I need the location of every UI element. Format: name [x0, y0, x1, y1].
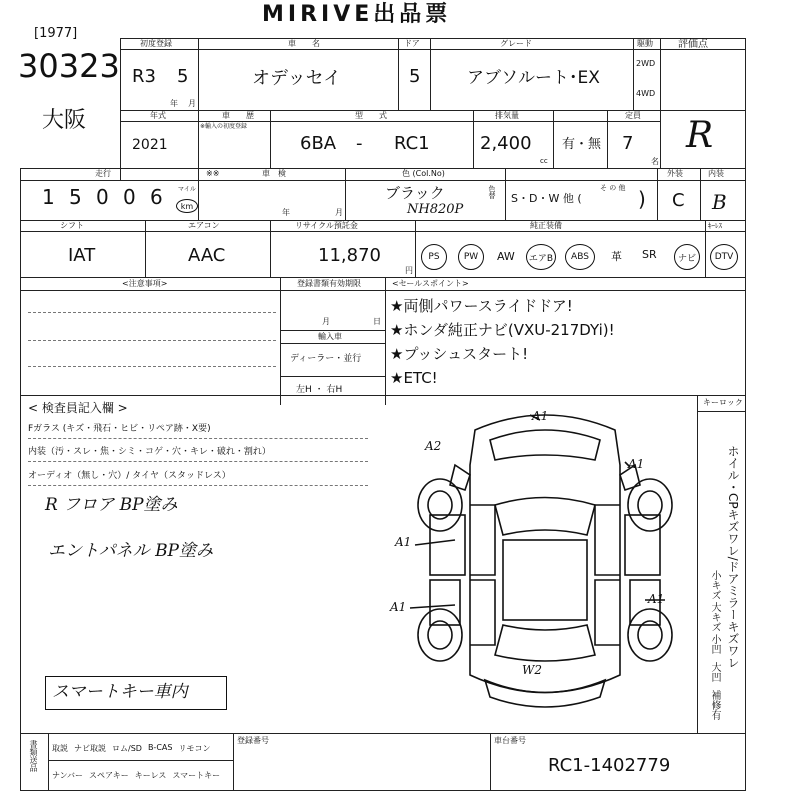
mile-unit: マイル — [178, 186, 196, 193]
first-reg-era: R3 — [132, 66, 156, 87]
legend-vertical-text: ホイル・CPキズワレ/ドアミラーキズワレ — [726, 445, 740, 669]
rating-label: 評価点 — [678, 39, 708, 50]
color-code: NH820P — [407, 202, 464, 217]
ac-value: AAC — [188, 245, 226, 266]
displacement-label: 排気量 — [495, 111, 519, 120]
interior-label: 内装 — [708, 169, 724, 178]
exterior-label: 外装 — [667, 169, 683, 178]
footer-item: スペアキー — [89, 771, 129, 780]
damage-mark-a1-front: A1 — [532, 409, 549, 423]
inspection-label: 車 検 — [262, 169, 286, 178]
color-label: 色 (Col.No) — [402, 169, 445, 178]
model-year: 2021 — [132, 137, 168, 153]
damage-mark-a1-left-rear: A1 — [390, 600, 407, 614]
key-label: ｷｰﾚｽ — [708, 222, 722, 230]
type-model: RC1 — [394, 133, 430, 154]
capacity: 7 — [622, 133, 634, 154]
car-body-outline — [470, 415, 620, 693]
damage-mark-a1-right-rear: A1 — [648, 592, 665, 606]
interior-grade: B — [712, 190, 727, 214]
damage-mark-w2: W2 — [522, 663, 542, 677]
roof — [503, 540, 587, 620]
equip-ps: PS — [421, 244, 447, 270]
equip-abs: ABS — [565, 244, 595, 270]
wheel-rear-left — [418, 609, 462, 661]
shift-label: シフト — [60, 221, 84, 230]
exterior-grade: C — [672, 190, 685, 211]
drive-label: 駆動 — [637, 39, 653, 48]
reg-day-label: 日 — [373, 317, 381, 326]
equip-navi: ナビ — [674, 244, 700, 270]
cc-unit: cc — [540, 157, 548, 165]
inspection-year: 年 — [282, 208, 290, 217]
month-unit: 月 — [188, 99, 196, 108]
rear-glass — [495, 625, 595, 661]
lot-year-tag: [1977] — [34, 26, 78, 41]
recycle-label: リサイクル預託金 — [295, 221, 358, 230]
lot-location: 大阪 — [42, 108, 87, 133]
wheel-rear-right — [628, 609, 672, 661]
chassis-number: RC1-1402779 — [548, 755, 671, 776]
footer-item: ナビ取説 — [74, 744, 106, 753]
legend-big-scratch: 大キズ — [709, 602, 720, 632]
reg-deadline-label: 登録書類有効期限 — [297, 279, 361, 288]
inspection-month: 月 — [335, 208, 343, 217]
equip-sunroof: SR — [642, 248, 657, 261]
mileage-digit: 0 — [96, 185, 109, 209]
recycle-value: 11,870 — [318, 245, 381, 266]
equip-dtv: DTV — [710, 244, 738, 270]
km-unit: km — [176, 199, 198, 213]
shift-value: IAT — [68, 245, 96, 266]
mileage-digit: 1 — [42, 185, 55, 209]
chassis-label: 車台番号 — [494, 736, 526, 745]
mileage-label: 走行 — [95, 169, 111, 178]
footer-items-bottom — [52, 770, 220, 781]
inspector-glass: Fガラス (キズ・飛石・ヒビ・リペア跡・X要) — [28, 424, 211, 434]
lot-number: 30323 — [18, 47, 120, 85]
windshield — [495, 498, 595, 536]
capacity-unit: 名 — [651, 157, 659, 166]
car-name-label: 車 名 — [288, 39, 320, 48]
mileage-digit: 5 — [69, 185, 82, 209]
equip-leather: 革 — [611, 250, 622, 263]
legend-repair: 補修有 — [709, 690, 720, 720]
equip-airbag: エアB — [526, 244, 556, 270]
key-lock-label: キーロック — [703, 398, 743, 407]
type-dash: - — [356, 133, 363, 154]
footer-items-top — [52, 743, 210, 754]
drive-2wd: 2WD — [636, 59, 656, 68]
type-label: 型 式 — [355, 111, 387, 120]
footer-item: リモコン — [178, 744, 211, 753]
doors-label: ドア — [404, 39, 420, 48]
yen-unit: 円 — [405, 266, 413, 275]
drive-4wd: 4WD — [636, 89, 656, 98]
mileage-digits — [42, 187, 177, 207]
color-name: ブラック — [385, 184, 445, 202]
reg-no-label: 登録番号 — [237, 736, 269, 745]
damage-mark-a1-right: A1 — [628, 457, 645, 471]
options-close: ) — [638, 187, 646, 211]
ac-label: エアコン — [188, 221, 220, 230]
caution-label: <注意事項> — [122, 279, 168, 288]
model-year-label: 年式 — [150, 111, 166, 120]
damage-mark-a1-left: A1 — [395, 535, 412, 549]
sales-point-1: ★両側パワースライドドア! — [390, 297, 573, 315]
inspector-handnote-1: R フロア BP塗み — [45, 495, 178, 515]
color-type-label: 色替 — [488, 185, 496, 199]
legend-small-dent: 小凹 — [709, 634, 720, 654]
damage-mark-a2: A2 — [425, 439, 442, 453]
rating-value: R — [686, 115, 714, 156]
legend-small-scratch: 小キズ — [709, 570, 720, 600]
legend-big-dent: 大凹 — [709, 662, 720, 682]
equip-label: 純正装備 — [530, 221, 562, 230]
capacity-label: 定員 — [625, 111, 641, 120]
footer-item: B-CAS — [147, 743, 173, 752]
footer-item: ロム/SD — [112, 744, 142, 753]
handle-label: 左H ・ 右H — [296, 385, 343, 395]
doors-value: 5 — [409, 66, 421, 87]
year-unit: 年 — [170, 99, 178, 108]
inspector-audio: オーディオ（無し・穴）/ タイヤ（スタッドレス） — [28, 471, 231, 481]
inspector-title: < 検査員記入欄 > — [28, 401, 128, 415]
displacement: 2,400 — [480, 133, 532, 154]
footer-side-label: 書類送品 — [29, 740, 38, 772]
options-label: そ の 他 — [600, 184, 626, 192]
presence-value: 有・無 — [562, 137, 602, 152]
footer-item: スマートキー — [172, 771, 221, 780]
smart-key-box — [45, 676, 227, 710]
reg-month-label: 月 — [322, 317, 330, 326]
sales-label: <セールスポイント> — [392, 279, 469, 288]
equip-pw: PW — [458, 244, 484, 270]
footer-item: ナンバー — [52, 771, 84, 780]
sales-point-3: ★プッシュスタート! — [390, 345, 529, 363]
extra-label: ※※ — [206, 169, 220, 178]
inspector-interior: 内装（汚・スレ・焦・シミ・コゲ・穴・キレ・破れ・割れ） — [28, 447, 271, 457]
equip-aw: AW — [497, 250, 515, 263]
mileage-digit: 0 — [123, 185, 136, 209]
mileage-digit: 6 — [150, 185, 163, 209]
inspector-handnote-2: エントパネル BP塗み — [48, 541, 213, 561]
footer-item: 取説 — [52, 744, 68, 753]
first-reg-month: 5 — [177, 66, 189, 87]
options-text: S・D・W 他 ( — [511, 192, 582, 205]
history-label: 車 歴 — [222, 111, 254, 120]
smart-key-note: スマートキー車内 — [52, 682, 188, 702]
sales-point-4: ★ETC! — [390, 369, 438, 387]
import-label: 輸入車 — [318, 332, 342, 341]
grade-label: グレード — [500, 39, 532, 48]
dealer-label: ディーラー・並行 — [290, 354, 362, 364]
grade-value: アブソルート･EX — [467, 68, 600, 88]
sales-point-2: ★ホンダ純正ナビ(VXU-217DYi)! — [390, 321, 615, 339]
car-damage-diagram — [395, 405, 695, 730]
type-prefix: 6BA — [300, 133, 337, 154]
history-sub: ※輸入の初度登録 — [200, 123, 248, 130]
first-reg-label: 初度登録 — [140, 39, 172, 48]
car-name: オデッセイ — [252, 68, 342, 89]
document-title: MIRIVE出品票 — [262, 2, 452, 27]
footer-item: キーレス — [134, 771, 167, 780]
